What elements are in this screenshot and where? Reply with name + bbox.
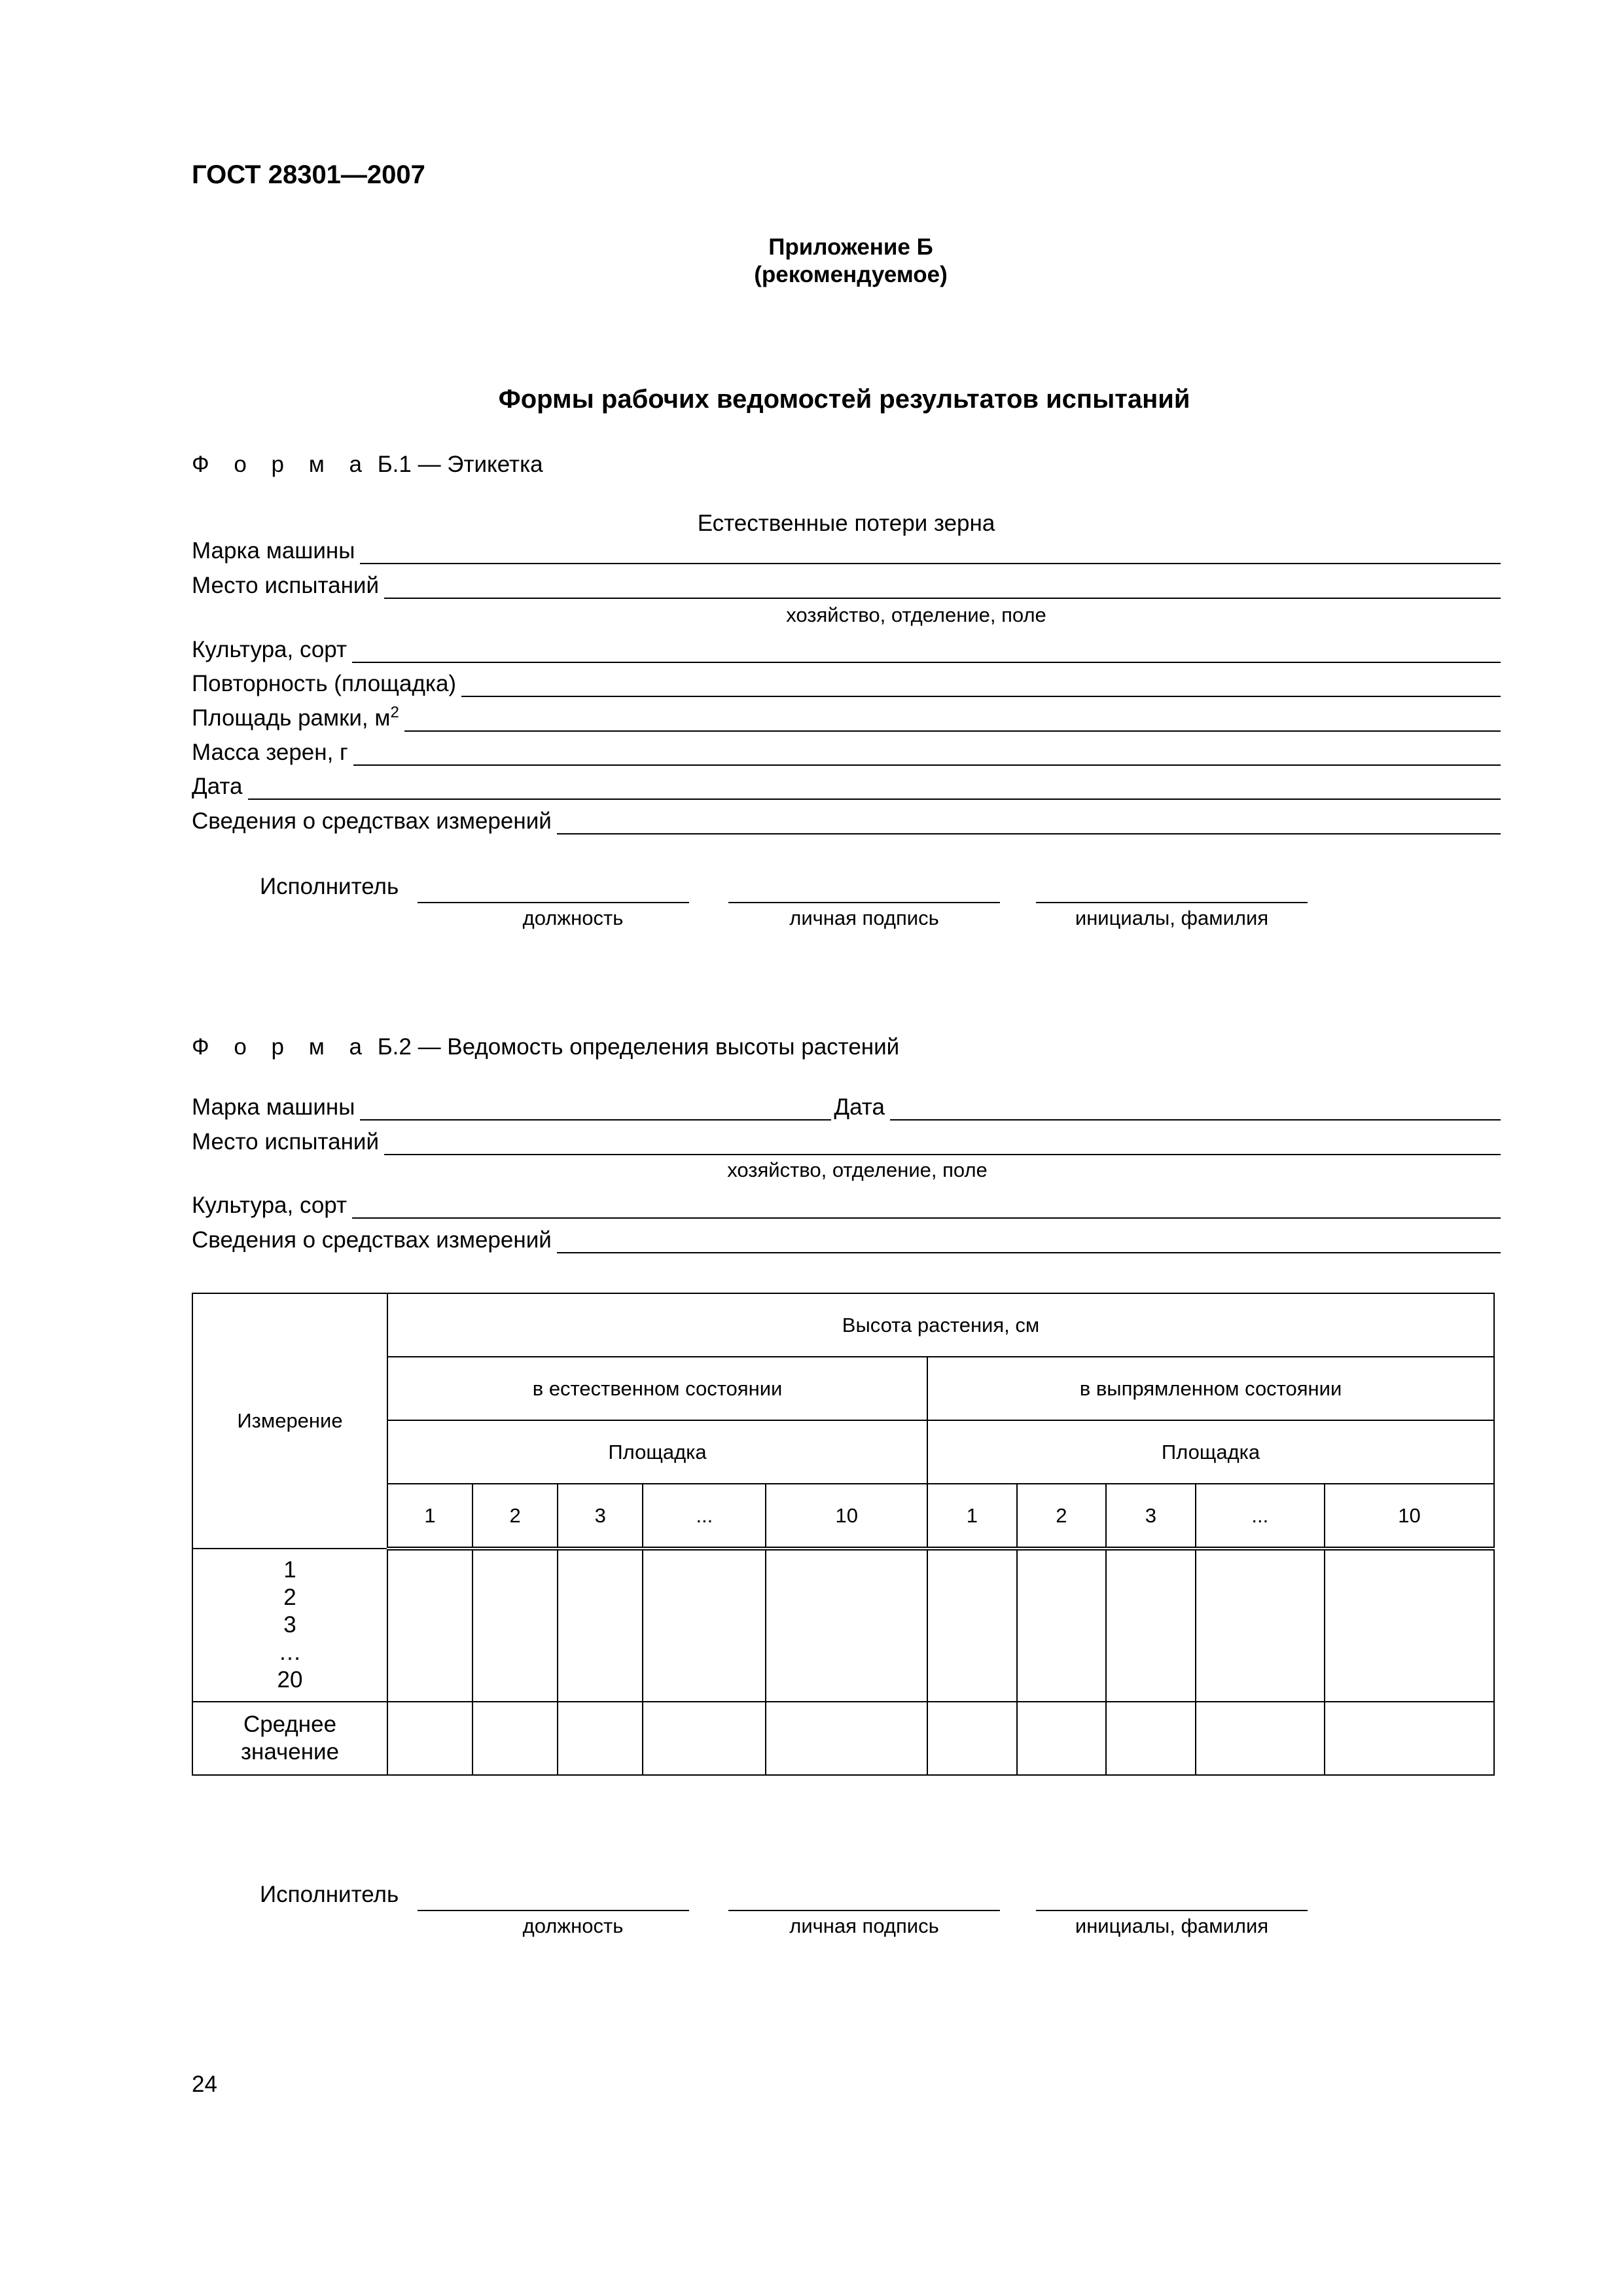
table-cell[interactable]: [558, 1549, 643, 1702]
plot-number: 3: [558, 1484, 643, 1549]
form1-heading: [192, 452, 543, 478]
header-plot-natural: Площадка: [387, 1420, 927, 1484]
table-cell[interactable]: [643, 1702, 766, 1775]
form1-signature-position-line[interactable]: [418, 901, 689, 903]
field-label: Сведения о средствах измерений: [192, 808, 552, 834]
field-line[interactable]: [248, 772, 1501, 800]
unit-superscript: 2: [390, 704, 399, 722]
form1-caption-position: должность: [522, 906, 624, 929]
average-label: Среднее значение: [192, 1702, 387, 1775]
table-cell[interactable]: [643, 1549, 766, 1702]
form2-prefix: Ф о р м а: [192, 1034, 371, 1060]
form2-caption-sign: личная подпись: [789, 1914, 939, 1937]
form1-field-date[interactable]: [192, 767, 1501, 800]
form1-signature-name-line[interactable]: [1036, 901, 1308, 903]
field-label: Культура, сорт: [192, 1193, 348, 1218]
field-line[interactable]: [352, 636, 1501, 663]
table-cell[interactable]: [927, 1702, 1017, 1775]
form1-prefix: Ф о р м а: [192, 452, 371, 477]
field-line[interactable]: [352, 1191, 1501, 1219]
table-cell[interactable]: [766, 1549, 927, 1702]
field-label: Место испытаний: [192, 1129, 380, 1155]
plot-number: 10: [1325, 1484, 1494, 1549]
form1-field-place[interactable]: [192, 566, 1501, 599]
table-cell[interactable]: [558, 1702, 643, 1775]
table-cell[interactable]: [387, 1702, 473, 1775]
table-cell[interactable]: [1196, 1549, 1325, 1702]
field-label: Место испытаний: [192, 573, 380, 598]
field-line[interactable]: [360, 537, 1501, 564]
main-title: Формы рабочих ведомостей результатов испытаний: [498, 385, 1190, 414]
table-cell[interactable]: [1325, 1702, 1494, 1775]
form2-caption-name: инициалы, фамилия: [1075, 1914, 1269, 1937]
field-line[interactable]: [404, 704, 1501, 732]
field-line[interactable]: [353, 738, 1501, 766]
form1-field-machine[interactable]: [192, 531, 1501, 564]
form1-signature-label: Исполнитель: [260, 874, 399, 899]
field-line[interactable]: [557, 807, 1501, 834]
form2-signature-name-line[interactable]: [1036, 1909, 1308, 1911]
form2-heading: [192, 1034, 899, 1060]
field-label: Повторность (площадка): [192, 671, 457, 696]
form1-title: Б.1 — Этикетка: [377, 452, 543, 477]
measure-numbers: 1 2 3 … 20: [192, 1549, 387, 1702]
header-plot-straight: Площадка: [927, 1420, 1494, 1484]
table-cell[interactable]: [1325, 1549, 1494, 1702]
table-cell[interactable]: [1196, 1702, 1325, 1775]
header-measure: Измерение: [192, 1293, 387, 1549]
plot-number: 2: [473, 1484, 558, 1549]
table-row: [192, 1549, 1494, 1702]
field-label: Площадь рамки, $м^2$: [192, 704, 399, 731]
form2-caption-position: должность: [522, 1914, 624, 1937]
form1-place-hint: хозяйство, отделение, поле: [786, 603, 1046, 626]
field-line[interactable]: [384, 571, 1501, 599]
plot-number: 10: [766, 1484, 927, 1549]
table-header-row: [192, 1357, 1494, 1420]
header-straight: в выпрямленном состоянии: [927, 1357, 1494, 1420]
field-label: Марка машины: [192, 538, 355, 564]
field-label: Сведения о средствах измерений: [192, 1227, 552, 1253]
table-cell[interactable]: [927, 1549, 1017, 1702]
page-number: 24: [192, 2072, 217, 2097]
table-cell[interactable]: [473, 1549, 558, 1702]
form1-field-mass[interactable]: [192, 733, 1501, 766]
document-code: ГОСТ 28301—2007: [192, 160, 425, 189]
field-line[interactable]: [384, 1128, 1501, 1155]
table-header-row: [192, 1293, 1494, 1357]
header-height: Высота растения, см: [387, 1293, 1494, 1357]
plot-number: 2: [1017, 1484, 1107, 1549]
form1-field-area[interactable]: [192, 699, 1501, 732]
form2-field-instruments[interactable]: [192, 1221, 1501, 1253]
field-label: Культура, сорт: [192, 637, 348, 662]
appendix-subtitle: (рекомендуемое): [754, 262, 948, 287]
form2-place-hint: хозяйство, отделение, поле: [727, 1158, 988, 1181]
field-line-date[interactable]: [890, 1093, 1501, 1121]
plot-number: 1: [927, 1484, 1017, 1549]
field-label: Дата: [192, 774, 243, 799]
field-line[interactable]: [461, 670, 1501, 697]
form1-caption-sign: личная подпись: [789, 906, 939, 929]
form2-field-machine-date[interactable]: [192, 1088, 1501, 1121]
field-line[interactable]: [360, 1093, 831, 1121]
plot-number: 3: [1106, 1484, 1196, 1549]
field-label-date: Дата: [834, 1094, 885, 1120]
form1-field-instruments[interactable]: [192, 802, 1501, 834]
header-natural: в естественном состоянии: [387, 1357, 927, 1420]
table-header-row: [192, 1484, 1494, 1549]
form2-title: Б.2 — Ведомость определения высоты растений: [377, 1034, 900, 1060]
form1-caption: Естественные потери зерна: [697, 511, 995, 536]
table-cell[interactable]: [1017, 1549, 1107, 1702]
form1-caption-name: инициалы, фамилия: [1075, 906, 1269, 929]
plot-number: ...: [1196, 1484, 1325, 1549]
form1-signature-sign-line[interactable]: [728, 901, 1000, 903]
table-cell[interactable]: [1106, 1702, 1196, 1775]
table-cell[interactable]: [387, 1549, 473, 1702]
form2-signature-position-line[interactable]: [418, 1909, 689, 1911]
table-cell[interactable]: [1017, 1702, 1107, 1775]
form1-field-repeat[interactable]: [192, 664, 1501, 697]
field-label: Марка машины: [192, 1094, 355, 1120]
field-line[interactable]: [557, 1226, 1501, 1253]
table-cell[interactable]: [1106, 1549, 1196, 1702]
table-header-row: [192, 1420, 1494, 1484]
form2-field-place[interactable]: [192, 1122, 1501, 1155]
table-cell[interactable]: [473, 1702, 558, 1775]
plot-number: 1: [387, 1484, 473, 1549]
form1-field-crop[interactable]: [192, 630, 1501, 663]
form2-signature-label: Исполнитель: [260, 1882, 399, 1907]
plot-number: ...: [643, 1484, 766, 1549]
appendix-title: Приложение Б: [768, 234, 933, 260]
plant-height-table: [192, 1293, 1495, 1776]
field-label: Масса зерен, г: [192, 740, 348, 765]
table-row-average: [192, 1702, 1494, 1775]
form2-signature-sign-line[interactable]: [728, 1909, 1000, 1911]
form2-field-crop[interactable]: [192, 1186, 1501, 1219]
table-cell[interactable]: [766, 1702, 927, 1775]
